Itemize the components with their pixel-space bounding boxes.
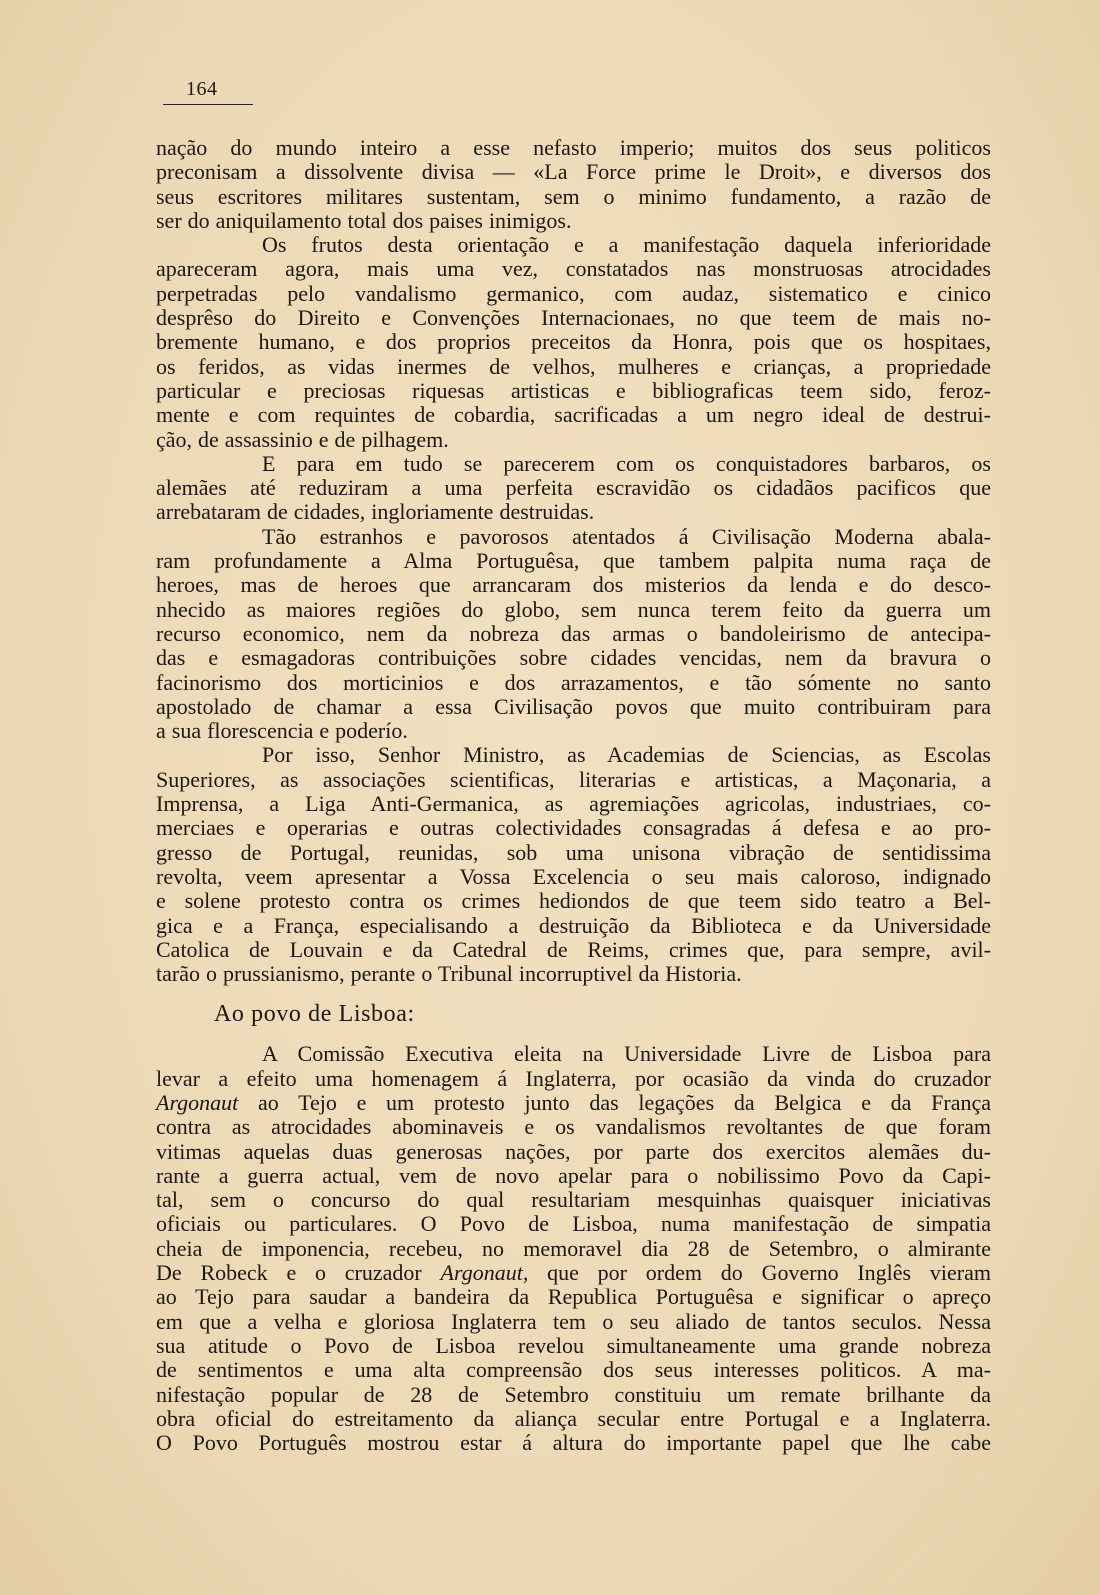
text-line: ram profundamente a Alma Portuguêsa, que tambem palpita numa raça de [156,548,991,574]
text-line: Os frutos desta orientação e a manifestação daquela inferioridade [262,232,991,258]
page-number-rule [163,104,253,105]
ship-name: Argonaut [156,1089,239,1115]
text-line: seus escritores militares sustentam, sem o minimo fundamento, a razão de [156,183,991,209]
ship-name: Argonaut, [440,1260,529,1286]
text-line [156,1091,991,1115]
text-line: bremente humano, e dos proprios preceitos da Honra, pois que os hospitaes, [156,329,991,355]
text-body [156,136,991,1455]
text-line: merciaes e operarias e outras colectividades consagradas á defesa e ao pro- [156,815,991,841]
text-line: ao Tejo para saudar a bandeira da Republica Portuguêsa e significar o apreço [156,1284,991,1310]
text-line: contra as atrocidades abominaveis e os vandalismos revoltantes de que foram [156,1114,991,1140]
text-line-rest: ao Tejo e um protesto junto das legações da Belgica e da França [258,1089,992,1115]
text-line: rante a guerra actual, vem de novo apelar para o nobilissimo Povo da Capi- [156,1162,991,1188]
text-line: gica e a França, especialisando a destruição da Biblioteca e da Universidade [156,912,991,938]
text-line: A Comissão Executiva eleita na Universidade Livre de Lisboa para [262,1041,991,1067]
text-line: mente e com requintes de cobardia, sacrificadas a um negro ideal de destrui- [156,402,991,428]
section-heading: Ao povo de Lisboa: [214,1001,415,1028]
text-line: ção, de assassinio e de pilhagem. [156,426,449,452]
text-line: oficiais ou particulares. O Povo de Lisboa, numa manifestação de simpatia [156,1211,991,1237]
text-line: recurso economico, nem da nobreza das armas o bandoleirismo de antecipa- [156,620,991,646]
text-line [156,1261,991,1285]
text-line: facinorismo dos morticinios e dos arrazamentos, e tão sómente no santo [156,669,991,695]
text-line: obra oficial do estreitamento da aliança secular entre Portugal e a Inglaterra. [156,1405,991,1431]
text-line: nhecido as maiores regiões do globo, sem nunca terem feito da guerra um [156,596,991,622]
text-line: Por isso, Senhor Ministro, as Academias de Sciencias, as Escolas [262,742,991,768]
text-line: revolta, veem apresentar a Vossa Excelencia o seu mais caloroso, indignado [156,863,991,889]
text-line: nifestação popular de 28 de Setembro constituiu um remate brilhante da [156,1381,991,1407]
text-line: vitimas aquelas duas generosas nações, por parte dos exercitos alemães du- [156,1138,991,1164]
text-line: ser do aniquilamento total dos paises inimigos. [156,207,572,233]
text-line-start: De Robeck e o cruzador [156,1260,422,1286]
text-line: e solene protesto contra os crimes hediondos de que teem sido teatro a Bel- [156,888,991,914]
text-line: nação do mundo inteiro a esse nefasto imperio; muitos dos seus politicos [156,135,991,160]
text-line-rest: que por ordem do Governo Inglês vieram [547,1260,991,1286]
text-line: apareceram agora, mais uma vez, constatados nas monstruosas atrocidades [156,256,991,282]
page-number: 164 [186,78,218,100]
text-line: em que a velha e gloriosa Inglaterra tem o seu aliado de tantos seculos. Nessa [156,1308,991,1334]
text-line: tarão o prussianismo, perante o Tribunal incorruptivel da Historia. [156,961,742,987]
text-line: desprêso do Direito e Convenções Internacionaes, no que teem de mais no- [156,305,991,331]
text-line: gresso de Portugal, reunidas, sob uma unisona vibração de sentidissima [156,839,991,865]
text-line: das e esmagadoras contribuições sobre cidades vencidas, nem da bravura o [156,645,991,671]
text-line: heroes, mas de heroes que arrancaram dos misterios da lenda e do desco- [156,572,991,598]
text-line: alemães até reduziram a uma perfeita escravidão os cidadãos pacificos que [156,475,991,501]
text-line: cheia de imponencia, recebeu, no memoravel dia 28 de Setembro, o almirante [156,1235,991,1261]
text-line: Superiores, as associações scientificas, literarias e artisticas, a Maçonaria, a [156,766,991,792]
text-line: tal, sem o concurso do qual resultariam mesquinhas quaisquer iniciativas [156,1187,991,1213]
text-line: preconisam a dissolvente divisa — «La Force prime le Droit», e diversos dos [156,159,991,185]
text-line: E para em tudo se parecerem com os conquistadores barbaros, os [262,450,991,476]
text-line: os feridos, as vidas inermes de velhos, mulheres e crianças, a propriedade [156,353,991,379]
text-line: apostolado de chamar a essa Civilisação povos que muito contribuiram para [156,693,991,719]
text-line: Catolica de Louvain e da Catedral de Reims, crimes que, para sempre, avil- [156,936,991,962]
text-line: de sentimentos e uma alta compreensão dos seus interesses politicos. A ma- [156,1357,991,1383]
text-line: O Povo Português mostrou estar á altura do importante papel que lhe cabe [156,1430,991,1456]
text-line: Tão estranhos e pavorosos atentados á Civilisação Moderna abala- [262,523,991,549]
text-line: sua atitude o Povo de Lisboa revelou simultaneamente uma grande nobreza [156,1332,991,1358]
text-line: levar a efeito uma homenagem á Inglaterra, por ocasião da vinda do cruzador [156,1065,991,1091]
text-line: perpetradas pelo vandalismo germanico, com audaz, sistematico e cinico [156,280,991,306]
text-line: Imprensa, a Liga Anti-Germanica, as agremiações agricolas, industriaes, co- [156,791,991,817]
text-line: particular e preciosas riquesas artisticas e bibliograficas teem sido, feroz- [156,377,991,403]
text-line: arrebataram de cidades, ingloriamente destruidas. [156,499,595,525]
text-line: a sua florescencia e poderío. [156,718,408,744]
